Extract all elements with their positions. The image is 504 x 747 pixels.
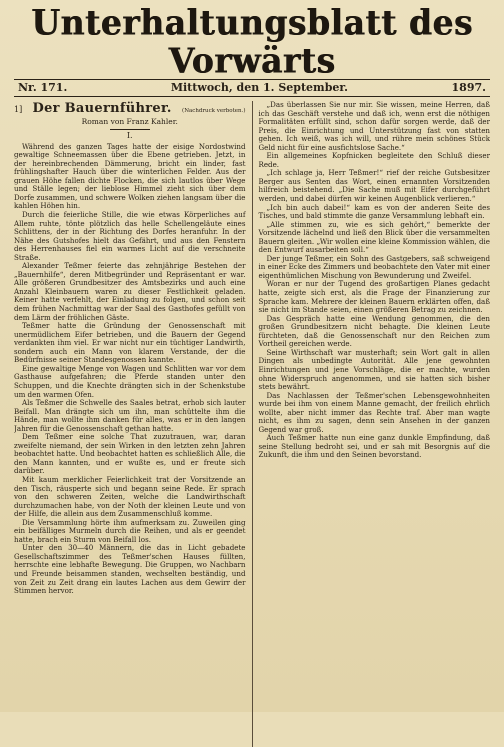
paragraph: Seine Wirthschaft war musterhaft; sein Wort galt in allen Dingen als unbedingte Autorität. Alle jene gewohnten Einrichtungen und jene Vorschläge, die er machte, wurden ohne Widerspruch angenommen, und sie hatten sich bisher stets bewährt. xyxy=(258,347,490,392)
paragraph: „Ich schlage ja, Herr Teßmer!“ rief der reiche Gutsbesitzer Berger aus Senten das Wort, einen ernannten Vorsitzenden hilfreich beistehend. „Die Sache muß mit Eifer durchgeführt werden, und dabei dürfen wir keinen Augenblick verlieren.“ xyxy=(258,168,490,204)
paragraph: Teßmer hatte die Gründung der Genossenschaft mit unermüdlichem Eifer betrieben, und die Bauern der Gegend verdankten ihm viel. Er war nicht nur ein tüchtiger Landwirth, sondern auch ein Mann von klarem Verstande, der die Bedürfnisse seiner Standesgenossen kannte. xyxy=(14,321,246,365)
paragraph: Ein allgemeines Kopfnicken begleitete den Schluß dieser Rede. xyxy=(258,151,490,169)
paragraph: „Ich bin auch dabei!“ kam es von der anderen Seite des Tisches, und bald stimmte die ganze Versammlung lebhaft ein. xyxy=(258,202,490,221)
paragraph: Unter den 30—40 Männern, die das in Licht gebadete Gesellschaftszimmer des Teßmer'schen Hauses füllten, herrschte eine lebhafte Bewegung. Die Gruppen, wo Nachbarn und Freunde beisammen standen, wechselten beständig, und von Zeit zu Zeit drang ein lautes Lachen aus dem Gewirr der Stimmen hervor. xyxy=(14,543,246,596)
article-columns xyxy=(14,101,490,747)
paragraph: Eine gewaltige Menge von Wagen und Schlitten war vor dem Gasthause aufgefahren; die Pferde standen unter den Schuppen, und die Knechte drängten sich in der Schenkstube um den warmen Ofen. xyxy=(14,363,246,399)
paragraph: Dem Teßmer eine solche That zuzutrauen, war, daran zweifelte niemand, der sein Wirken in den letzten zehn Jahren beobachtet hatte. Und beobachtet hatten es schließlich Alle, die den Mann kannten, und er wußte es, und er freute sich darüber. xyxy=(14,432,246,476)
article-title: Der Bauernführer. xyxy=(32,101,172,116)
dateline xyxy=(14,79,490,97)
paragraph: Auch Teßmer hatte nun eine ganz dunkle Empfindung, daß seine Stellung bedroht sei, und er sah mit Besorgnis auf die Zukunft, die ihm und den Seinen bevorstand. xyxy=(258,433,490,460)
article-title-row xyxy=(14,101,246,116)
paragraph: Als Teßmer die Schwelle des Saales betrat, erhob sich lauter Beifall. Man drängte sich um ihn, man schüttelte ihm die Hände, man wollte ihm danken für alles, was er in den langen Jahren für die Genossenschaft gethan hatte. xyxy=(14,398,246,433)
paragraph: Das Gespräch hatte eine Wendung genommen, die den großen Grundbesitzern nicht behagte. Die kleinen Leute fürchteten, daß die Genossenschaft nur den Reichen zum Vortheil gereichen werde. xyxy=(258,313,490,349)
paragraph: Die Versammlung hörte ihm aufmerksam zu. Zuweilen ging ein beifälliges Murmeln durch die Reihen, und als er geendet hatte, brach ein Sturm von Beifall los. xyxy=(14,517,246,544)
paragraph: Alexander Teßmer feierte das zehnjährige Bestehen der „Bauernhilfe“, deren Mitbegründer und Repräsentant er war. Alle größeren Grundbesitzer des Amtsbezirks und auch eine Anzahl Kleinbauern waren zu dieser Festlichkeit geladen. Keiner hatte verfehlt, der Einladung zu folgen, und schon seit dem frühen Nachmittag war der Saal des Gasthofes gefüllt von dem Lärm der fröhlichen Gäste. xyxy=(14,261,246,322)
issue-number: Nr. 171. xyxy=(18,81,68,94)
paragraph: Das Nachlassen der Teßmer'schen Lebensgewohnheiten wurde bei ihm von einem Manne gemacht, der freilich ehrlich wollte, aber nicht immer das Rechte traf. Aber man wagte nicht, es ihm zu sagen, denn sein Ansehen in der ganzen Gegend war groß. xyxy=(258,390,490,434)
paragraph: Mit kaum merklicher Feierlichkeit trat der Vorsitzende an den Tisch, räusperte sich und begann seine Rede. Er sprach von den schweren Zeiten, welche die Landwirthschaft durchzumachen habe, von der Noth der kleinen Leute und von der Hilfe, die allein aus dem Zusammenschluß komme. xyxy=(14,474,246,519)
issue-date: Mittwoch, den 1. September. xyxy=(170,81,348,94)
issue-year: 1897. xyxy=(451,81,486,94)
left-column xyxy=(14,101,252,747)
title-divider xyxy=(110,129,150,130)
installment-marker: 1] xyxy=(14,105,23,114)
article-subtitle: Roman von Franz Kahler. xyxy=(81,116,178,126)
right-column xyxy=(252,101,491,747)
paragraph: „Alle stimmen zu, wie es sich gehört,“ bemerkte der Vorsitzende lächelnd und ließ den Blick über die versammelten Bauern gleiten. „Wir wollen eine kleine Kommission wählen, die den Entwurf ausarbeiten soll.“ xyxy=(258,219,490,255)
left-body xyxy=(14,143,246,596)
masthead: Unterhaltungsblatt des Vorwärts xyxy=(31,2,473,81)
right-body xyxy=(259,101,491,460)
paragraph: Während des ganzen Tages hatte der eisige Nordostwind gewaltige Schneemassen über die Ebene getrieben. Jetzt, in der hereinbrechenden Dämmerung, bricht ein linder, fast frühlingshafter Hauch über die winterlichen Felder. Aus der grauen Höhe fallen dichte Flocken, die sich lautlos über Wege und Ställe legen; der lieblose Himmel zieht sich über dem Dorfe zusammen, und schwere Wolken ziehen langsam über die kahlen Höhen hin. xyxy=(14,141,246,211)
chapter-number: I. xyxy=(126,131,133,141)
paragraph: Woran er nur der Tugend des großartigen Planes gedacht hatte, zeigte sich erst, als die Frage der Finanzierung zur Sprache kam. Mehrere der kleinen Bauern erklärten offen, daß sie nicht im Stande seien, einen größeren Betrag zu zeichnen. xyxy=(258,279,490,315)
paragraph: „Das überlassen Sie nur mir. Sie wissen, meine Herren, daß ich das Geschäft verstehe und daß ich, wenn erst die nöthigen Formalitäten erfüllt sind, schon dafür sorgen werde, daß der Preis, die Einrichtung und Unterstützung fast von statten gehen. Ich weiß, was ich will, und rühre mein schönes Stück Geld nicht für eine ausfichtslose Sache.“ xyxy=(258,101,490,152)
paragraph: Durch die feierliche Stille, die wie etwas Körperliches auf Allem ruhte, tönte plötzlich das helle Schellengeläute eines Schlittens, der in der Richtung des Dorfes heranfuhr. In der Nähe des Gutshofes hielt das Gefährt, und aus den Fenstern des Herrenhauses fiel ein warmes Licht auf die verschneite Straße. xyxy=(14,210,246,262)
reprint-note: (Nachdruck verboten.) xyxy=(182,108,246,114)
paragraph: Der junge Teßmer, ein Sohn des Gastgebers, saß schweigend in einer Ecke des Zimmers und beobachtete den Vater mit einer eigenthümlichen Mischung von Bewunderung und Zweifel. xyxy=(258,253,490,280)
